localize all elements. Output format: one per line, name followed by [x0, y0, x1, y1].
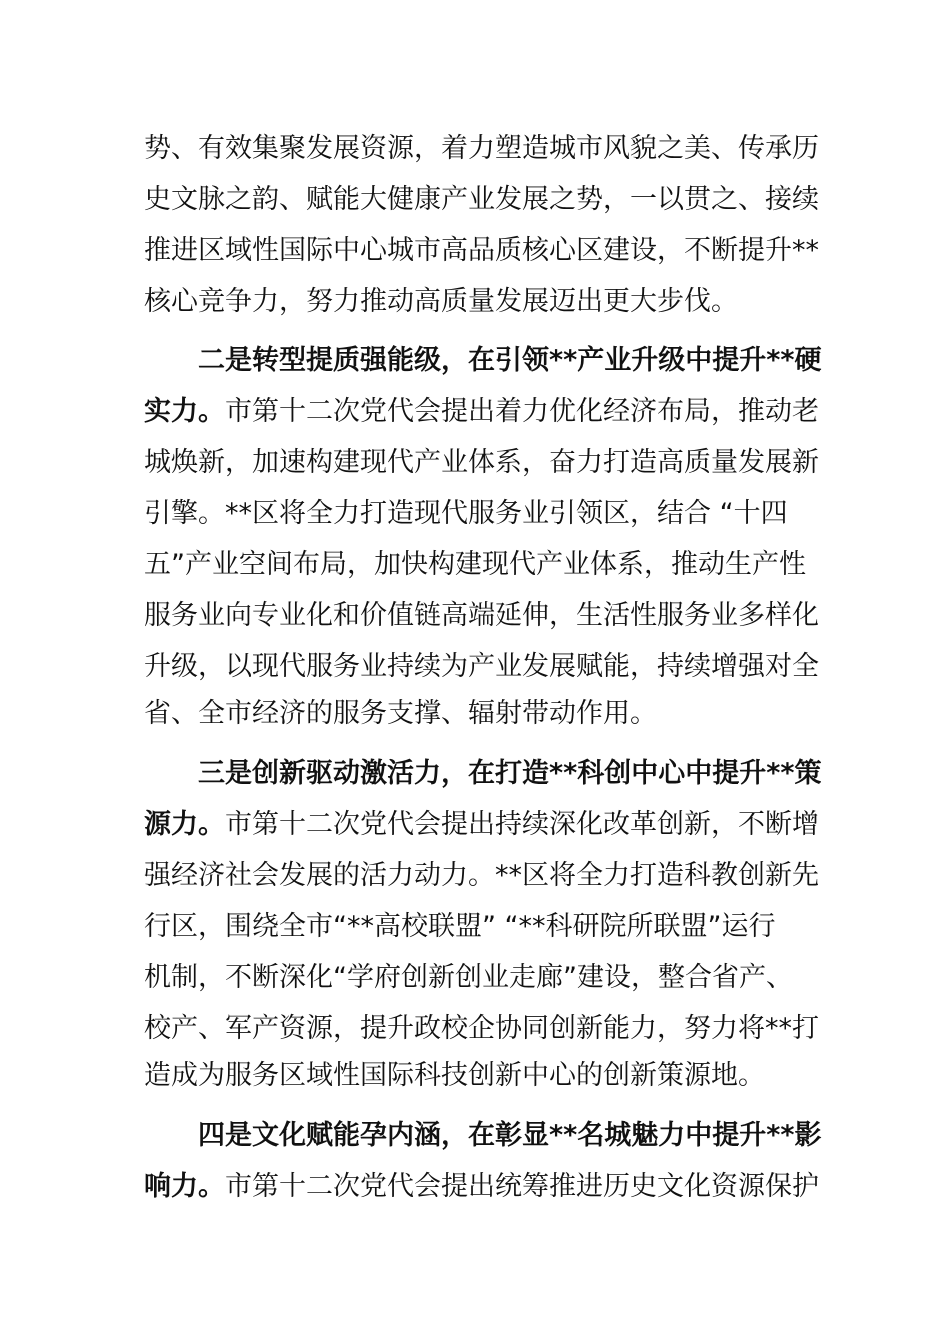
paragraph-1-line-1: 势、有效集聚发展资源，着力塑造城市风貌之美、传承历 — [144, 133, 819, 164]
paragraph-2-heading-end: 实力。 — [144, 396, 225, 427]
paragraph-1-line-3: 推进区域性国际中心城市高品质核心区建设，不断提升** — [144, 235, 819, 266]
paragraph-4-line-2 — [144, 1170, 819, 1204]
paragraph-1-line-2: 史文脉之韵、赋能大健康产业发展之势，一以贯之、接续 — [144, 184, 819, 215]
paragraph-4-line-2-text: 市第十二次党代会提出统筹推进历史文化资源保护 — [225, 1171, 819, 1202]
paragraph-3-line-2 — [144, 808, 819, 842]
paragraph-2-line-8: 省、全市经济的服务支撑、辐射带动作用。 — [144, 698, 657, 729]
paragraph-2-line-7: 升级，以现代服务业持续为产业发展赋能，持续增强对全 — [144, 651, 819, 682]
paragraph-2-line-5: 五”产业空间布局，加快构建现代产业体系，推动生产性 — [144, 549, 806, 580]
paragraph-3-line-6: 校产、军产资源，提升政校企协同创新能力，努力将**打 — [144, 1013, 819, 1044]
paragraph-2-heading: 二是转型提质强能级，在引领**产业升级中提升**硬 — [198, 345, 822, 376]
paragraph-3-line-7: 造成为服务区域性国际科技创新中心的创新策源地。 — [144, 1060, 765, 1091]
paragraph-3-line-3: 强经济社会发展的活力动力。**区将全力打造科教创新先 — [144, 860, 819, 891]
paragraph-3-heading: 三是创新驱动激活力，在打造**科创中心中提升**策 — [198, 758, 822, 789]
paragraph-3-heading-end: 源力。 — [144, 809, 225, 840]
paragraph-4-heading-end: 响力。 — [144, 1171, 225, 1202]
paragraph-1-line-4: 核心竞争力，努力推动高质量发展迈出更大步伐。 — [144, 286, 738, 317]
paragraph-2-line-2 — [144, 395, 819, 429]
paragraph-3-line-4: 行区，围绕全市“**高校联盟” “**科研院所联盟”运行 — [144, 911, 776, 942]
paragraph-4-heading: 四是文化赋能孕内涵，在彰显**名城魅力中提升**影 — [198, 1120, 822, 1151]
paragraph-2-line-2-text: 市第十二次党代会提出着力优化经济布局，推动老 — [225, 396, 819, 427]
paragraph-2-line-4: 引擎。**区将全力打造现代服务业引领区，结合 “十四 — [144, 498, 788, 529]
paragraph-3-line-5: 机制，不断深化“学府创新创业走廊”建设，整合省产、 — [144, 962, 793, 993]
paragraph-2-line-3: 城焕新，加速构建现代产业体系，奋力打造高质量发展新 — [144, 447, 819, 478]
paragraph-2-line-6: 服务业向专业化和价值链高端延伸，生活性服务业多样化 — [144, 600, 819, 631]
paragraph-3-line-2-text: 市第十二次党代会提出持续深化改革创新，不断增 — [225, 809, 819, 840]
